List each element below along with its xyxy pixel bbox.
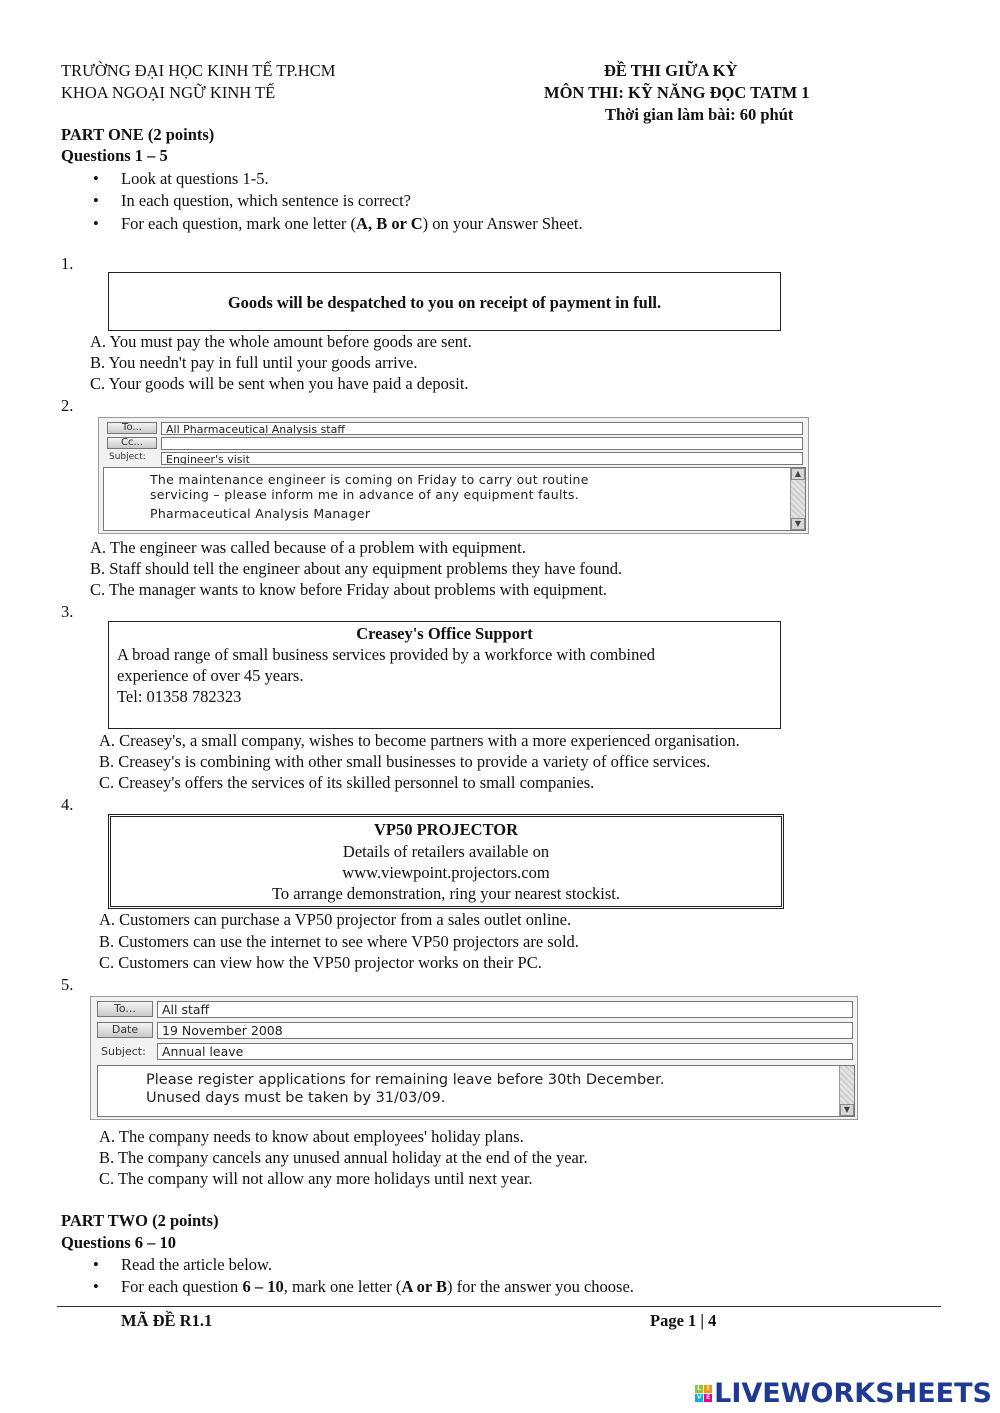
question-number-1: 1. [61, 254, 74, 273]
part-two-title: PART TWO (2 points) [61, 1211, 219, 1230]
q5-subject-label: Subject: [101, 1045, 146, 1058]
q5-body-line-1: Please register applications for remaining leave before 30th December. [146, 1072, 665, 1088]
question-number-5: 5. [61, 975, 74, 994]
q4-option-c[interactable]: C. Customers can view how the VP50 projector works on their PC. [99, 953, 542, 972]
q5-date-label: Date [97, 1022, 153, 1038]
part-two-questions-range: Questions 6 – 10 [61, 1233, 177, 1252]
q3-option-b[interactable]: B. Creasey's is combining with other small businesses to provide a variety of office services. [99, 752, 711, 771]
instruction-item: • For each question 6 – 10, mark one letter (A or B) for the answer you choose. [93, 1277, 634, 1296]
q1-option-a[interactable]: A. You must pay the whole amount before goods are sent. [90, 332, 472, 351]
exam-time: Thời gian làm bài: 60 phút [605, 105, 794, 124]
liveworksheets-logo-icon: L I V E [696, 1385, 711, 1401]
q3-notice-line-1: A broad range of small business services provided by a workforce with combined [117, 645, 655, 664]
instruction-item: • For each question, mark one letter (A, B or C) on your Answer Sheet. [93, 214, 583, 233]
q2-subject-label: Subject: [109, 452, 146, 462]
scroll-down-icon[interactable]: ▼ [840, 1104, 854, 1116]
q5-option-a[interactable]: A. The company needs to know about employees' holiday plans. [99, 1127, 524, 1146]
question-number-2: 2. [61, 396, 74, 415]
exam-subject: MÔN THI: KỸ NĂNG ĐỌC TATM 1 [544, 83, 810, 102]
bullet-icon: • [93, 191, 99, 210]
school-name: TRƯỜNG ĐẠI HỌC KINH TẾ TP.HCM [61, 61, 336, 80]
question-number-3: 3. [61, 602, 74, 621]
q2-to-label: To... [107, 422, 157, 434]
q5-option-c[interactable]: C. The company will not allow any more holidays until next year. [99, 1169, 533, 1188]
q2-to-field: All Pharmaceutical Analysis staff [161, 422, 803, 435]
q2-body-signature: Pharmaceutical Analysis Manager [150, 506, 371, 521]
q4-notice-box [108, 814, 784, 909]
q3-option-c[interactable]: C. Creasey's offers the services of its skilled personnel to small companies. [99, 773, 595, 792]
q5-to-label: To... [97, 1001, 153, 1017]
q5-option-b[interactable]: B. The company cancels any unused annual holiday at the end of the year. [99, 1148, 588, 1167]
liveworksheets-text: LIVEWORKSHEETS [714, 1378, 992, 1409]
q4-notice-title: VP50 PROJECTOR [373, 820, 519, 839]
q3-option-a[interactable]: A. Creasey's, a small company, wishes to become partners with a more experienced organisation. [99, 731, 740, 750]
part-one-questions-range: Questions 1 – 5 [61, 146, 168, 165]
exam-title: ĐỀ THI GIỮA KỲ [604, 61, 738, 80]
q3-notice-box [108, 621, 781, 729]
q2-body-line-2: servicing – please inform me in advance of any equipment faults. [150, 487, 580, 502]
q2-cc-label: Cc... [107, 437, 157, 449]
q4-notice-line-3: To arrange demonstration, ring your nearest stockist. [272, 884, 620, 903]
q3-notice-line-2: experience of over 45 years. [117, 666, 304, 685]
q3-notice-tel: Tel: 01358 782323 [117, 687, 242, 706]
bullet-icon: • [93, 1277, 99, 1296]
q5-body-line-2: Unused days must be taken by 31/03/09. [146, 1090, 446, 1106]
instruction-item: • Read the article below. [93, 1255, 273, 1274]
faculty-name: KHOA NGOẠI NGỮ KINH TẾ [61, 83, 276, 102]
part-one-title: PART ONE (2 points) [61, 125, 215, 144]
page-number: Page 1 | 4 [650, 1311, 717, 1330]
q4-option-b[interactable]: B. Customers can use the internet to see where VP50 projectors are sold. [99, 932, 579, 951]
q2-option-b[interactable]: B. Staff should tell the engineer about any equipment problems they have found. [90, 559, 623, 578]
q4-notice-line-1: Details of retailers available on [342, 842, 550, 861]
bullet-icon: • [93, 169, 99, 188]
scroll-up-icon[interactable]: ▲ [791, 468, 805, 480]
bullet-icon: • [93, 214, 99, 233]
q2-option-a[interactable]: A. The engineer was called because of a problem with equipment. [90, 538, 526, 557]
footer-divider [57, 1306, 941, 1307]
liveworksheets-watermark [695, 1378, 992, 1409]
q2-email-body [103, 467, 806, 531]
scroll-down-icon[interactable]: ▼ [791, 518, 805, 530]
q1-notice-text: Goods will be despatched to you on receipt of payment in full. [227, 293, 662, 312]
q5-email-body [97, 1065, 855, 1117]
exam-code: MÃ ĐỀ R1.1 [121, 1311, 213, 1330]
q5-date-field: 19 November 2008 [157, 1022, 853, 1039]
q1-option-b[interactable]: B. You needn't pay in full until your goods arrive. [90, 353, 418, 372]
q2-cc-field [161, 437, 803, 450]
q5-email-screenshot [90, 996, 858, 1120]
q2-body-line-1: The maintenance engineer is coming on Friday to carry out routine [150, 472, 589, 487]
q4-notice-url: www.viewpoint.projectors.com [342, 863, 550, 882]
instruction-item: • Look at questions 1-5. [93, 169, 269, 188]
q2-subject-field: Engineer's visit [161, 452, 803, 465]
question-number-4: 4. [61, 795, 74, 814]
q5-to-field: All staff [157, 1001, 853, 1018]
q3-notice-title: Creasey's Office Support [356, 624, 533, 643]
instruction-item: • In each question, which sentence is correct? [93, 191, 411, 210]
q5-subject-field: Annual leave [157, 1043, 853, 1060]
q1-option-c[interactable]: C. Your goods will be sent when you have paid a deposit. [90, 374, 469, 393]
q2-email-screenshot [98, 417, 809, 534]
q2-option-c[interactable]: C. The manager wants to know before Friday about problems with equipment. [90, 580, 608, 599]
q4-option-a[interactable]: A. Customers can purchase a VP50 projector from a sales outlet online. [99, 910, 572, 929]
bullet-icon: • [93, 1255, 99, 1274]
q1-notice-box [108, 272, 781, 331]
